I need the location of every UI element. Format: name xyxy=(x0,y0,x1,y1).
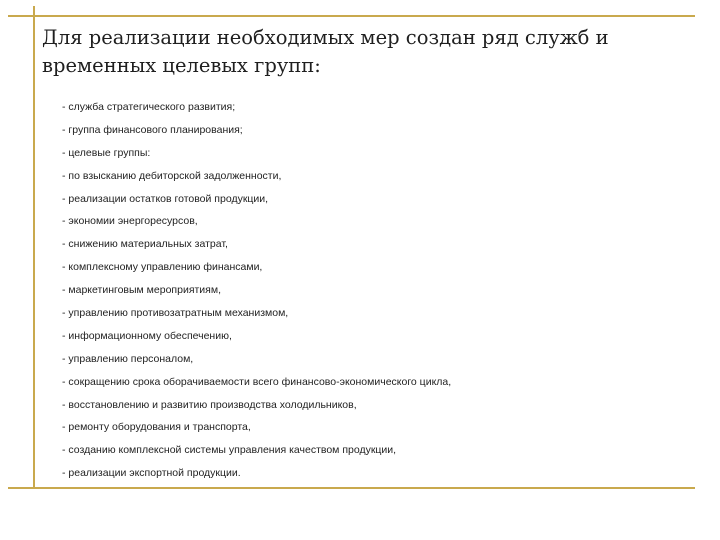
list-item: - группа финансового планирования; xyxy=(62,123,243,136)
list-item: - реализации остатков готовой продукции, xyxy=(62,192,269,205)
service-list xyxy=(62,98,451,487)
decorative-bottom-line xyxy=(8,487,695,489)
list-item: - управлению противозатратным механизмом, xyxy=(62,307,289,320)
list-item: - созданию комплексной системы управления качеством продукции, xyxy=(62,444,397,457)
slide-title: Для реализации необходимых мер создан ряд служб и временных целевых групп: xyxy=(42,26,609,77)
list-item: - целевые группы: xyxy=(62,146,151,159)
list-item: - информационному обеспечению, xyxy=(62,329,232,342)
decorative-vertical-line xyxy=(33,6,35,489)
list-item: - восстановлению и развитию производства холодильников, xyxy=(62,398,357,411)
list-item: - комплексному управлению финансами, xyxy=(62,261,263,274)
list-item: - экономии энергоресурсов, xyxy=(62,215,198,228)
list-item: - по взысканию дебиторской задолженности, xyxy=(62,169,282,182)
list-item: - снижению материальных затрат, xyxy=(62,238,228,251)
decorative-top-line xyxy=(8,15,695,17)
list-item: - реализации экспортной продукции. xyxy=(62,467,241,480)
list-item: - служба стратегического развития; xyxy=(62,101,236,113)
list-item: - ремонту оборудования и транспорта, xyxy=(62,421,251,434)
list-item: - сокращению срока оборачиваемости всего финансово-экономического цикла, xyxy=(62,375,452,388)
list-item: - маркетинговым мероприятиям, xyxy=(62,284,221,297)
list-item: - управлению персоналом, xyxy=(62,352,194,365)
